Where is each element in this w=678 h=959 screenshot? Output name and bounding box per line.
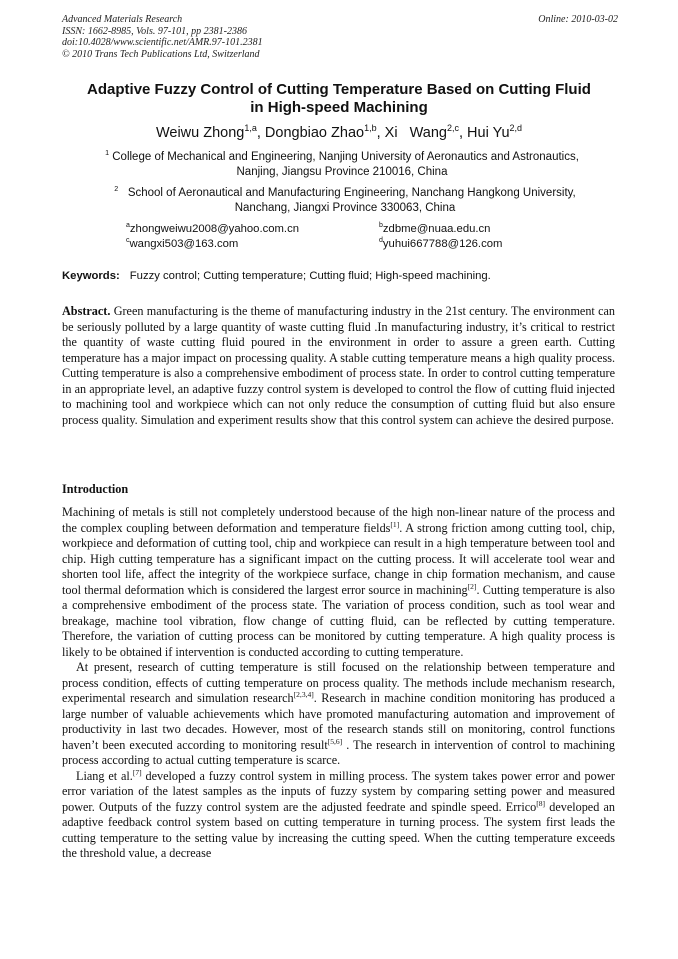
author-affiliation-mark: 2,c bbox=[446, 123, 459, 134]
affiliation-line: College of Mechanical and Engineering, Nanjing University of Aeronautics and Astronautics, bbox=[112, 151, 579, 163]
paragraph-3: Liang et al.[7] developed a fuzzy control system in milling process. The system takes power error and power error variation of the latest samples as the inputs of fuzzy system by comparing setting power and measured power. Outputs of the fuzzy control system are the adjusted feedrate and spindle speed. Errico[8] developed an adaptive feedback control system based on cutting temperature in turning process. The system first leads the cutting temperature to the setting value by increasing the cutting speed. When the cutting temperature exceeds the threshold value, a decrease bbox=[62, 767, 615, 860]
email-list bbox=[126, 222, 586, 251]
abstract-section bbox=[62, 304, 615, 428]
citation[interactable]: [1] bbox=[390, 519, 400, 529]
author-list: Weiwu Zhong$^{1,a}$, Dongbiao Zhao$^{1,b}$, Xi Wang$^{2,c}$, Hui Yu$^{2,d}$ bbox=[155, 123, 523, 141]
affiliation-line: Nanchang, Jiangxi Province 330063, China bbox=[234, 202, 456, 214]
author-name: Xi Wang bbox=[384, 125, 447, 141]
author-name: Weiwu Zhong bbox=[155, 125, 245, 141]
affiliation-number: 1 bbox=[105, 149, 110, 158]
citation[interactable]: [8] bbox=[536, 798, 546, 808]
author-name: Hui Yu bbox=[467, 125, 510, 141]
affiliation-line: School of Aeronautical and Manufacturing Engineering, Nanchang Hangkong University, bbox=[127, 187, 576, 199]
email-c[interactable]: $^c$wangxi503@163.com bbox=[126, 236, 239, 250]
citation[interactable]: [5,6] bbox=[327, 736, 343, 746]
affiliation-1 bbox=[72, 150, 612, 180]
email-a[interactable]: $^a$zhongweiwu2008@yahoo.com.cn bbox=[126, 222, 300, 235]
paragraph-2: At present, research of cutting temperature is still focused on the relationship between temperature and process condition, effects of cutting temperature on process quality. The methods include mechanism research, experimental research and simulation research[2,3,4]. Research in machine condition monitoring has produced a large number of valuable achievements which have promoted manufacturing automation and improvement of productivity in last two decades. However, most of the research stands still on monitoring, control functions haven’t been executed according to monitoring result[5,6] . The research in intervention of control to machining process according to actual cutting temperature is scarce. bbox=[62, 660, 615, 767]
affiliation-2 bbox=[80, 186, 610, 216]
title-line-2: in High-speed Machining bbox=[250, 99, 428, 116]
doi-line: doi:10.4028/www.scientific.net/AMR.97-101.2381 bbox=[62, 37, 263, 49]
author-name: Dongbiao Zhao bbox=[264, 125, 365, 141]
online-date: Online: 2010-03-02 bbox=[538, 14, 618, 25]
author-affiliation-mark: 1,b bbox=[364, 123, 377, 134]
author-affiliation-mark: 1,a bbox=[244, 123, 257, 134]
author-affiliation-mark: 2,d bbox=[509, 123, 523, 134]
affiliation-line: Nanjing, Jiangsu Province 210016, China bbox=[236, 166, 448, 178]
paper-title bbox=[48, 81, 630, 117]
issn-line: ISSN: 1662-8985, Vols. 97-101, pp 2381-2386 bbox=[62, 25, 247, 37]
email-d[interactable]: $^d$yuhui667788@126.com bbox=[379, 236, 503, 250]
introduction-section bbox=[62, 505, 615, 862]
affiliation-number: 2 bbox=[114, 185, 119, 194]
abstract-text: Green manufacturing is the theme of manufacturing industry in the 21st century. The environment can be seriously polluted by a large quantity of waste cutting fluid .In manufacturing industry, it’s critical to restrict the quantity of waste cutting fluid poured in the environment in order to assure a green earth. Cutting temperature has a major impact on processing quality. A stable cutting temperature means a high quality process. Cutting temperature is also a comprehensive embodiment of process state. In order to control cutting temperature in an appropriate level, an adaptive fuzzy control system is developed to control the flow of cutting fluid injected to machining tool and workpiece which can not only reduce the consumption of cutting fluid but also ensure process quality. Simulation and experiment results show that this control system can achieve the desired purpose. bbox=[62, 304, 616, 427]
citation[interactable]: [2] bbox=[467, 581, 477, 591]
email-b[interactable]: $^b$zdbme@nuaa.edu.cn bbox=[379, 222, 491, 235]
keywords-text: Fuzzy control; Cutting temperature; Cutting fluid; High-speed machining. bbox=[129, 270, 491, 282]
citation[interactable]: [7] bbox=[132, 767, 142, 777]
keywords-line bbox=[62, 270, 622, 282]
paragraph-1: Machining of metals is still not completely understood because of the high non-linear nature of the process and the complex coupling between deformation and temperature fields[1]. A strong friction among cutting tool, chip, workpiece and deformation of cutting tool, chip and workpiece can result in a high temperature between tool and chip. High cutting temperature has a significant impact on the cutting process. It will accelerate tool wear and shorten tool life, affect the integrity of the workpiece surface, change in chip formation mechanism, and cause tool thermal deformation which is considered the largest error source in machining[2]. Cutting temperature is also a comprehensive embodiment of the process state. The variation of process condition, such as tool wear and breakage, machine tool vibration, flow change of cutting fluid, can be reflected by cutting temperature. Therefore, the variation of cutting process can be monitored by cutting temperature. A high quality process is likely to be obtained if intervention is conducted according to cutting temperature. bbox=[62, 505, 616, 659]
title-line-1: Adaptive Fuzzy Control of Cutting Temperature Based on Cutting Fluid bbox=[87, 81, 591, 98]
citation[interactable]: [2,3,4] bbox=[293, 689, 314, 699]
section-heading-introduction: Introduction bbox=[62, 482, 129, 496]
keywords-label: Keywords: bbox=[62, 270, 120, 282]
journal-name: Advanced Materials Research bbox=[62, 14, 183, 25]
copyright-line: © 2010 Trans Tech Publications Ltd, Switzerland bbox=[62, 48, 260, 60]
abstract-label: Abstract. bbox=[62, 304, 111, 318]
journal-header bbox=[62, 14, 618, 60]
